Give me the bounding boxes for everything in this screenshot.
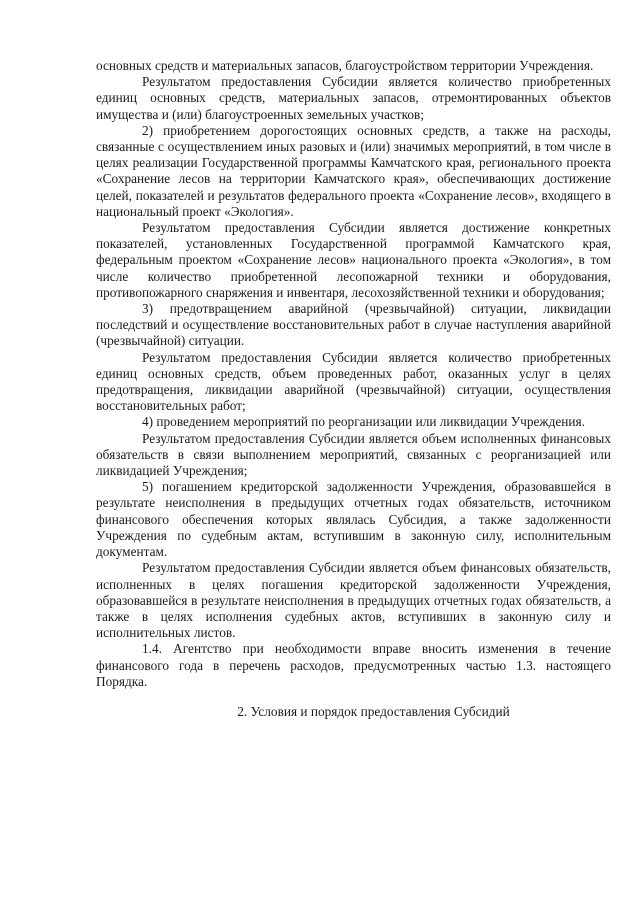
document-page: [96, 58, 611, 720]
paragraph-1: основных средств и материальных запасов, благоустройством территории Учреждения.: [96, 58, 594, 73]
section-heading-text: 2. Условия и порядок предоставления Субсидий: [237, 703, 510, 719]
paragraph-7: 4) проведением мероприятий по реорганизации или ликвидации Учреждения.: [142, 414, 585, 430]
paragraph-5: 3) предотвращением аварийной (чрезвычайной) ситуации, ликвидации последствий и осуществление восстановительных работ в случае наступления аварийной (чрезвычайной) ситуации.: [96, 301, 611, 349]
paragraph-9: 5) погашением кредиторской задолженности Учреждения, образовавшейся в результате неисполнения в предыдущих отчетных годах обязательств, источником финансового обеспечения которых являлась Субсидия, а также задолженности Учреждения по судебным актам, вступившим в законную силу, исполнительным документам.: [96, 479, 611, 560]
paragraph-11: 1.4. Агентство при необходимости вправе вносить изменения в течение финансового года в перечень расходов, предусмотренных частью 1.3. настоящего Порядка.: [96, 641, 611, 689]
paragraph-2: Результатом предоставления Субсидии является количество приобретенных единиц основных средств, материальных запасов, отремонтированных объектов имущества и (или) благоустроенных земельных участков;: [96, 74, 611, 122]
paragraph-3: 2) приобретением дорогостоящих основных средств, а также на расходы, связанные с осуществлением иных разовых и (или) значимых мероприятий, в том числе в целях реализации Государственной программы Камчатского края, регионального проекта «Сохранение лесов на территории Камчатского края», обеспечивающих достижение целей, показателей и результатов федерального проекта «Сохранение лесов», входящего в национальный проект «Экология».: [96, 122, 611, 219]
paragraph-4: Результатом предоставления Субсидии является достижение конкретных показателей, установленных Государственной программой Камчатского края, федеральным проектом «Сохранение лесов» национального проекта «Экология», в том числе количество приобретенной лесопожарной техники и оборудования, противопожарного снаряжения и инвентаря, лесохозяйственной техники и оборудования;: [96, 220, 611, 300]
paragraph-6: Результатом предоставления Субсидии является количество приобретенных единиц основных средств, объем проведенных работ, оказанных услуг в целях предотвращения, ликвидации аварийной (чрезвычайной) ситуации, осуществления восстановительных работ;: [96, 349, 611, 414]
paragraph-8: Результатом предоставления Субсидии является объем исполненных финансовых обязательств в связи выполнением мероприятий, связанных с реорганизацией или ликвидацией Учреждения;: [96, 430, 611, 479]
paragraph-10: Результатом предоставления Субсидии является объем финансовых обязательств, исполненных в целях погашения кредиторской задолженности Учреждения, образовавшейся в результате неисполнения в предыдущих отчетных годах обязательств, а также в целях исполнения судебных актов, вступивших в законную силу и исполнительных листов.: [96, 560, 611, 641]
section-heading: [96, 690, 611, 720]
